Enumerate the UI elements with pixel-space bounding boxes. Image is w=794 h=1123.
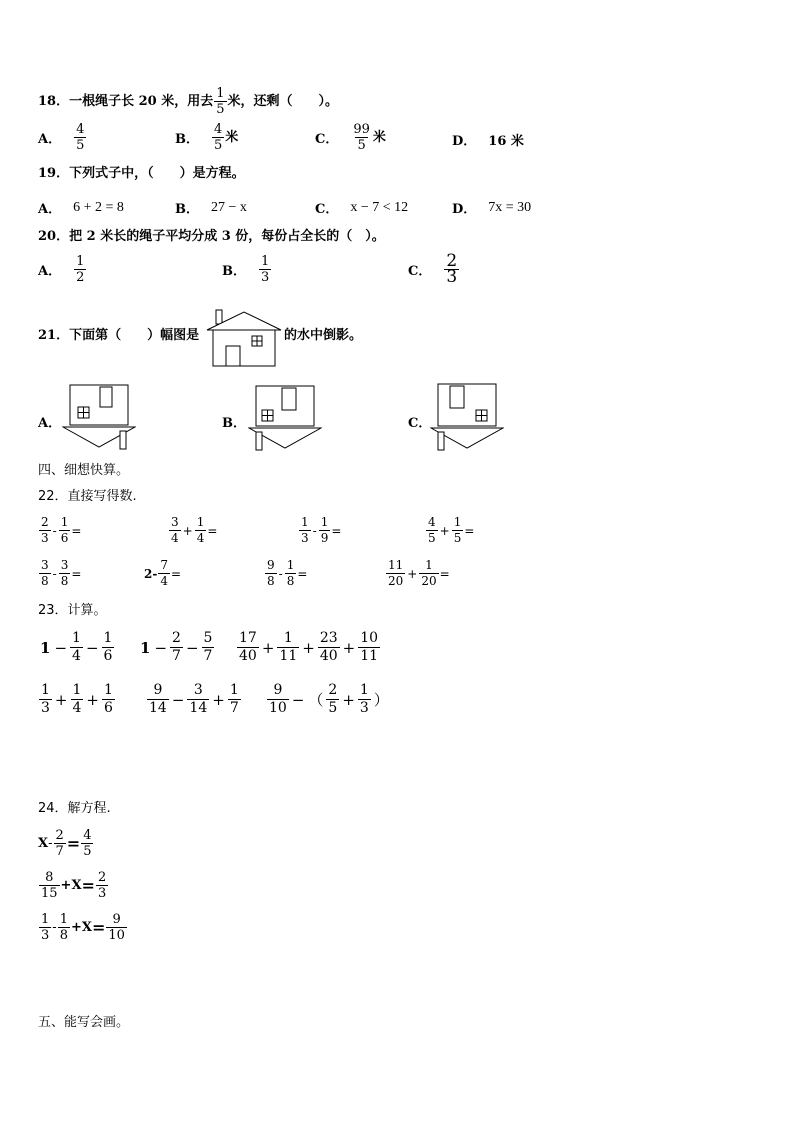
equals: = bbox=[81, 876, 95, 895]
numerator: 4 bbox=[83, 828, 92, 843]
numerator: 1 bbox=[72, 682, 82, 698]
option-fraction bbox=[259, 254, 271, 285]
denominator: 5 bbox=[83, 844, 92, 859]
denominator: 4 bbox=[171, 531, 179, 545]
prefix: 2- bbox=[144, 566, 158, 581]
option-fraction bbox=[212, 122, 224, 153]
denominator: 20 bbox=[421, 574, 437, 588]
operator: + bbox=[439, 523, 450, 538]
operator: - bbox=[52, 566, 57, 581]
numerator: 1 bbox=[76, 254, 85, 269]
numerator: 1 bbox=[103, 630, 113, 646]
q21-stem-a: 21．下面第（ ）幅图是 bbox=[38, 328, 200, 343]
denominator: 3 bbox=[41, 531, 49, 545]
option-unit: 米 bbox=[225, 130, 239, 145]
q22-item-3 bbox=[298, 515, 341, 546]
denominator: 8 bbox=[59, 928, 68, 943]
numerator: 17 bbox=[239, 630, 257, 646]
operator: - bbox=[278, 566, 283, 581]
option-label: C． bbox=[408, 416, 432, 431]
option-label: C． bbox=[408, 264, 432, 279]
denominator: 8 bbox=[267, 574, 275, 588]
denominator: 4 bbox=[196, 531, 205, 545]
numerator: 2 bbox=[172, 630, 181, 646]
numerator: 11 bbox=[388, 558, 404, 572]
numerator: 2 bbox=[41, 515, 49, 529]
numerator: 1 bbox=[359, 682, 369, 698]
option-fraction bbox=[74, 122, 86, 153]
numerator: 4 bbox=[428, 515, 436, 529]
operator: + bbox=[54, 690, 68, 709]
numerator: 1 bbox=[72, 630, 81, 646]
operator: - bbox=[312, 523, 317, 538]
q19-option-a[interactable] bbox=[38, 198, 124, 217]
q22-item-5 bbox=[38, 558, 81, 589]
denominator: 6 bbox=[60, 531, 69, 545]
q18-option-b[interactable] bbox=[175, 122, 238, 153]
section-5-title: 五、能写会画。 bbox=[38, 1015, 130, 1030]
numerator: 1 bbox=[196, 515, 205, 529]
q20-option-a[interactable] bbox=[38, 254, 87, 285]
numerator: 1 bbox=[286, 558, 295, 572]
denominator: 6 bbox=[103, 648, 113, 664]
q21-option-b[interactable] bbox=[222, 412, 246, 431]
lead-number: 1 bbox=[140, 638, 151, 657]
denominator: 20 bbox=[388, 574, 404, 588]
reflection-b-icon bbox=[248, 384, 322, 454]
q24-equation-2 bbox=[38, 870, 109, 901]
q23-expr-1 bbox=[38, 630, 115, 665]
equals: = bbox=[439, 566, 450, 581]
equals: = bbox=[207, 523, 218, 538]
operator: + bbox=[212, 690, 225, 709]
equals: = bbox=[331, 523, 342, 538]
option-expression: x − 7 < 12 bbox=[350, 199, 409, 215]
operator: + bbox=[182, 523, 193, 538]
numerator: 1 bbox=[229, 682, 239, 698]
q23-expr-6 bbox=[266, 682, 391, 717]
operator: − bbox=[291, 690, 305, 709]
numerator: 1 bbox=[283, 630, 293, 646]
q24-equation-1 bbox=[38, 828, 94, 859]
numerator: 9 bbox=[273, 682, 283, 698]
option-label: C． bbox=[315, 202, 339, 217]
q24-title: 24．解方程. bbox=[38, 801, 111, 816]
q18-fraction bbox=[214, 86, 226, 117]
numerator: 9 bbox=[112, 912, 121, 927]
denominator: 5 bbox=[453, 531, 462, 545]
numerator: 7 bbox=[160, 558, 168, 572]
denominator: 3 bbox=[97, 886, 107, 901]
numerator: 10 bbox=[360, 630, 379, 646]
numerator: 2 bbox=[97, 870, 107, 885]
q23-expr-4 bbox=[38, 682, 116, 717]
numerator: 23 bbox=[319, 630, 338, 646]
denominator: 5 bbox=[357, 138, 366, 153]
option-label: A． bbox=[38, 416, 62, 431]
operator: - bbox=[48, 836, 53, 851]
denominator: 11 bbox=[279, 648, 298, 664]
q20-option-c[interactable] bbox=[408, 251, 460, 287]
numerator: 9 bbox=[153, 682, 163, 698]
house-icon bbox=[206, 308, 282, 368]
numerator: 4 bbox=[76, 122, 85, 137]
q21-option-a[interactable] bbox=[38, 412, 61, 431]
q24-equation-3 bbox=[38, 912, 128, 943]
numerator: 1 bbox=[41, 682, 50, 698]
variable: X bbox=[38, 836, 49, 851]
q22-item-1 bbox=[38, 515, 81, 546]
numerator: 8 bbox=[45, 870, 54, 885]
numerator: 1 bbox=[261, 254, 270, 269]
operator: + bbox=[342, 638, 356, 657]
numerator: 1 bbox=[301, 515, 309, 529]
denominator: 40 bbox=[239, 648, 257, 664]
q22-item-2 bbox=[168, 515, 217, 546]
numerator: 1 bbox=[216, 86, 225, 101]
q18-text-b: 米，还剩（ ）。 bbox=[227, 94, 339, 109]
equals: = bbox=[91, 918, 106, 937]
numerator: 3 bbox=[193, 682, 203, 698]
denominator: 3 bbox=[41, 928, 50, 943]
q18-option-a[interactable] bbox=[38, 122, 87, 153]
operator: - bbox=[52, 523, 57, 538]
denominator: 5 bbox=[428, 531, 436, 545]
q22-item-7 bbox=[264, 558, 307, 589]
equals: = bbox=[71, 523, 82, 538]
q19-option-d[interactable] bbox=[452, 198, 531, 217]
operator: − bbox=[185, 638, 199, 657]
denominator: 11 bbox=[360, 648, 379, 664]
numerator: 5 bbox=[203, 630, 213, 646]
denominator: 5 bbox=[216, 102, 225, 117]
q21-stem-b: 的水中倒影。 bbox=[284, 328, 363, 343]
q18-stem bbox=[38, 86, 338, 117]
numerator: 2 bbox=[328, 682, 338, 698]
equals: = bbox=[297, 566, 308, 581]
q19-option-c[interactable] bbox=[315, 198, 408, 217]
q19-option-b[interactable] bbox=[175, 198, 247, 217]
option-label: B． bbox=[222, 264, 246, 279]
denominator: 8 bbox=[286, 574, 295, 588]
option-label: A． bbox=[38, 264, 62, 279]
denominator: 15 bbox=[41, 886, 58, 901]
denominator: 5 bbox=[76, 138, 85, 153]
denominator: 9 bbox=[320, 531, 329, 545]
option-fraction bbox=[74, 254, 86, 285]
left-paren: （ bbox=[308, 691, 324, 709]
denominator: 7 bbox=[203, 648, 213, 664]
denominator: 3 bbox=[261, 270, 270, 285]
option-label: B． bbox=[175, 132, 199, 147]
q20-option-b[interactable] bbox=[222, 254, 272, 285]
operator: + bbox=[86, 690, 99, 709]
q23-expr-5 bbox=[146, 682, 242, 717]
denominator: 40 bbox=[319, 648, 338, 664]
q22-item-6 bbox=[144, 558, 181, 589]
denominator: 4 bbox=[72, 700, 82, 716]
denominator: 8 bbox=[60, 574, 69, 588]
numerator: 1 bbox=[41, 912, 50, 927]
option-label: D． bbox=[452, 134, 477, 149]
denominator: 2 bbox=[76, 270, 85, 285]
numerator: 2 bbox=[55, 828, 64, 843]
operator: − bbox=[154, 638, 168, 657]
denominator: 6 bbox=[104, 700, 113, 716]
right-paren: ） bbox=[373, 691, 389, 709]
option-expression: 7x = 30 bbox=[488, 199, 532, 215]
q18-option-c[interactable] bbox=[315, 122, 386, 153]
equals: = bbox=[464, 523, 475, 538]
denominator: 3 bbox=[446, 267, 458, 287]
option-label: B． bbox=[175, 202, 199, 217]
operator: - bbox=[52, 920, 57, 935]
operator: − bbox=[171, 690, 185, 709]
reflection-a-icon bbox=[62, 383, 136, 453]
operator: + bbox=[302, 638, 315, 657]
numerator: 1 bbox=[104, 682, 113, 698]
option-fraction bbox=[351, 122, 372, 153]
operator: +X bbox=[60, 878, 82, 893]
equals: = bbox=[71, 566, 82, 581]
reflection-c-icon bbox=[430, 382, 504, 452]
numerator: 1 bbox=[453, 515, 462, 529]
operator: + bbox=[407, 566, 418, 581]
numerator: 1 bbox=[425, 558, 433, 572]
denominator: 3 bbox=[41, 700, 50, 716]
operator: − bbox=[85, 638, 99, 657]
option-expression: 27 − x bbox=[211, 199, 247, 215]
q22-item-4 bbox=[425, 515, 474, 546]
denominator: 8 bbox=[41, 574, 49, 588]
numerator: 3 bbox=[41, 558, 49, 572]
section-4-title: 四、细想快算。 bbox=[38, 463, 130, 478]
denominator: 14 bbox=[149, 700, 167, 716]
option-expression: 6 + 2 = 8 bbox=[73, 199, 124, 215]
q18-option-d[interactable] bbox=[452, 130, 524, 149]
option-label: A． bbox=[38, 202, 62, 217]
option-text: 16 米 bbox=[488, 134, 524, 149]
option-unit: 米 bbox=[372, 130, 386, 145]
q23-expr-3 bbox=[236, 630, 381, 665]
equals: = bbox=[170, 566, 182, 581]
denominator: 10 bbox=[108, 928, 125, 943]
numerator: 1 bbox=[59, 912, 68, 927]
denominator: 10 bbox=[269, 700, 287, 716]
numerator: 2 bbox=[446, 251, 458, 271]
denominator: 3 bbox=[301, 531, 309, 545]
numerator: 3 bbox=[171, 515, 179, 529]
numerator: 1 bbox=[320, 515, 329, 529]
operator: + bbox=[342, 690, 355, 709]
denominator: 7 bbox=[55, 844, 64, 859]
q22-title: 22．直接写得数. bbox=[38, 489, 137, 504]
operator: +X bbox=[70, 920, 92, 935]
operator: + bbox=[261, 638, 275, 657]
denominator: 3 bbox=[359, 700, 369, 716]
option-label: B． bbox=[222, 416, 246, 431]
q19-stem: 19．下列式子中，（ ）是方程。 bbox=[38, 166, 245, 181]
q18-text-a: 18．一根绳子长 20 米，用去 bbox=[38, 94, 214, 109]
denominator: 7 bbox=[172, 648, 181, 664]
denominator: 5 bbox=[214, 138, 223, 153]
option-label: A． bbox=[38, 132, 62, 147]
numerator: 99 bbox=[353, 122, 370, 137]
numerator: 1 bbox=[60, 515, 69, 529]
denominator: 4 bbox=[160, 574, 168, 588]
option-label: D． bbox=[452, 202, 477, 217]
option-fraction bbox=[444, 251, 459, 287]
denominator: 4 bbox=[72, 648, 81, 664]
equals: = bbox=[66, 834, 81, 853]
operator: − bbox=[54, 638, 68, 657]
q20-stem: 20．把 2 米长的绳子平均分成 3 份，每份占全长的（ ）。 bbox=[38, 229, 385, 244]
denominator: 5 bbox=[328, 700, 338, 716]
q22-item-8 bbox=[385, 558, 450, 589]
numerator: 3 bbox=[60, 558, 69, 572]
numerator: 4 bbox=[214, 122, 223, 137]
denominator: 7 bbox=[229, 700, 239, 716]
q21-option-c[interactable] bbox=[408, 412, 431, 431]
q23-expr-2 bbox=[138, 630, 215, 665]
numerator: 9 bbox=[267, 558, 275, 572]
option-label: C． bbox=[315, 132, 339, 147]
q23-title: 23．计算。 bbox=[38, 603, 107, 618]
denominator: 14 bbox=[189, 700, 208, 716]
lead-number: 1 bbox=[40, 638, 51, 657]
